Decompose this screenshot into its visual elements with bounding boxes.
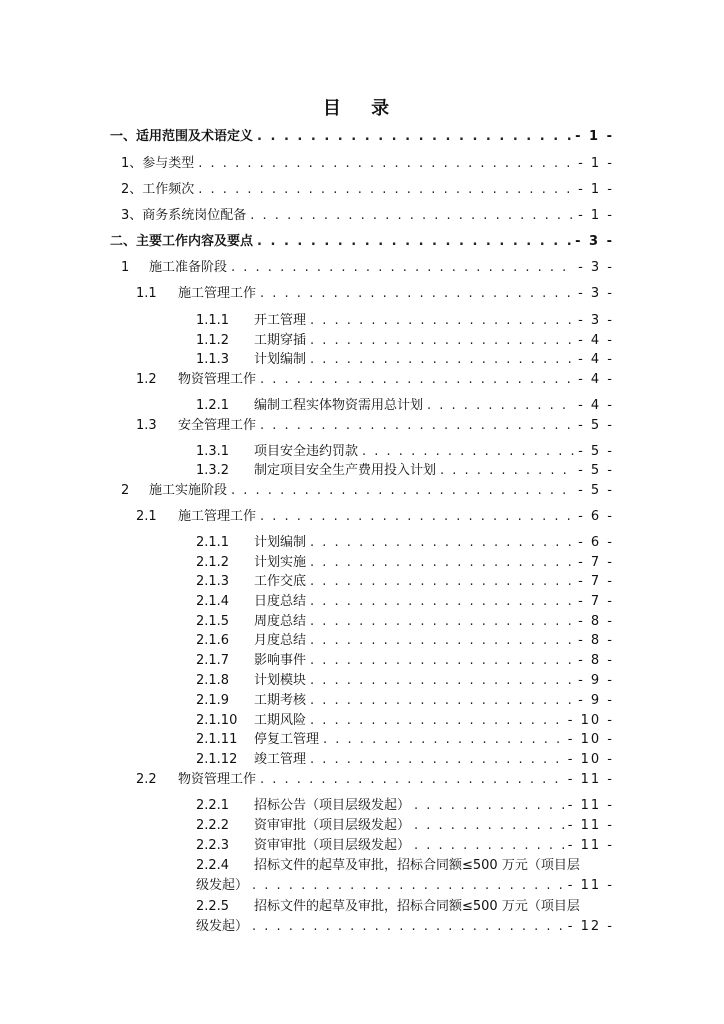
- toc-entry-number: 2.2.2: [196, 818, 230, 833]
- toc-entry-text: 资审审批（项目层级发起）: [254, 838, 411, 853]
- toc-page-number: - 3 -: [578, 286, 614, 301]
- toc-page-number: - 5 -: [578, 418, 614, 433]
- toc-entry[interactable]: [196, 332, 614, 349]
- toc-page-number: - 5 -: [578, 463, 614, 478]
- toc-entry-number: 2.1.9: [196, 693, 230, 708]
- toc-page-number: - 7 -: [578, 594, 614, 609]
- toc-entry-text: 计划编制: [254, 535, 307, 550]
- toc-page-number: - 6 -: [578, 509, 614, 524]
- toc-entry-text: 安全管理工作: [178, 418, 257, 433]
- toc-page-number: - 10 -: [567, 732, 614, 747]
- toc-page-number: - 1 -: [578, 208, 614, 223]
- toc-entry-text: 日度总结: [254, 594, 307, 609]
- toc-entry-number: 2.1.10: [196, 713, 238, 728]
- toc-leader-dots: [198, 155, 574, 172]
- toc-page-number: - 1 -: [578, 156, 614, 171]
- toc-entry-text: 招标文件的起草及审批，招标合同额≤500 万元（项目层: [254, 899, 580, 914]
- toc-leader-dots: [231, 482, 574, 499]
- toc-leader-dots: [260, 285, 574, 302]
- toc-page-number: - 3 -: [575, 234, 614, 249]
- toc-page-number: - 5 -: [578, 483, 614, 498]
- toc-entry[interactable]: [136, 771, 614, 788]
- toc-entry[interactable]: [196, 692, 614, 709]
- toc-entry[interactable]: [196, 652, 614, 669]
- toc-page-number: - 11 -: [567, 798, 614, 813]
- toc-leader-dots: [310, 554, 574, 571]
- toc-entry-text: 开工管理: [254, 313, 307, 328]
- toc-entry[interactable]: [196, 797, 614, 814]
- toc-entry-number: 2.1.4: [196, 594, 230, 609]
- toc-entry-number: 1.3: [136, 418, 157, 433]
- toc-leader-dots: [440, 462, 574, 479]
- toc-entry[interactable]: [196, 712, 614, 729]
- toc-entry-number: 2.2.1: [196, 798, 230, 813]
- toc-page-number: - 6 -: [578, 535, 614, 550]
- toc-leader-dots: [231, 259, 574, 276]
- toc-page-number: - 11 -: [567, 772, 614, 787]
- toc-page-number: - 11 -: [567, 838, 614, 853]
- toc-leader-dots: [250, 207, 574, 224]
- toc-entry[interactable]: [196, 554, 614, 571]
- toc-page-number: - 3 -: [578, 260, 614, 275]
- toc-entry[interactable]: [110, 233, 614, 250]
- toc-entry-number: 2.1.12: [196, 752, 238, 767]
- toc-page-number: - 11 -: [567, 878, 614, 893]
- toc-entry-number: 2.1.8: [196, 673, 230, 688]
- toc-entry[interactable]: [121, 155, 614, 172]
- toc-leader-dots: [310, 672, 574, 689]
- toc-entry-number: 1: [121, 260, 130, 275]
- toc-entry-number: 2.1.2: [196, 555, 230, 570]
- toc-entry-number: 2.1.3: [196, 574, 230, 589]
- toc-entry-number: 2.1.6: [196, 633, 230, 648]
- toc-leader-dots: [310, 573, 574, 590]
- toc-entry[interactable]: [196, 443, 614, 460]
- toc-leader-dots: [252, 877, 564, 894]
- toc-page-number: - 10 -: [567, 752, 614, 767]
- toc-entry-text: 月度总结: [254, 633, 307, 648]
- toc-leader-dots: [310, 312, 574, 329]
- toc-leader-dots: [414, 797, 564, 814]
- toc-entry-text: 竣工管理: [254, 752, 307, 767]
- toc-page-number: - 9 -: [578, 673, 614, 688]
- toc-leader-dots: [414, 837, 564, 854]
- toc-entry-number: 1.2.1: [196, 398, 230, 413]
- toc-entry-text: 编制工程实体物资需用总计划: [254, 398, 424, 413]
- toc-entry[interactable]: [196, 731, 614, 748]
- toc-entry-text: 物资管理工作: [178, 772, 257, 787]
- toc-entry[interactable]: [196, 573, 614, 590]
- toc-entry-text: 计划实施: [254, 555, 307, 570]
- toc-entry[interactable]: [196, 751, 614, 768]
- toc-entry-text: 2、工作频次: [121, 182, 195, 197]
- toc-page-number: - 1 -: [575, 129, 614, 144]
- toc-entry-text: 制定项目安全生产费用投入计划: [254, 463, 437, 478]
- toc-page-number: - 7 -: [578, 555, 614, 570]
- toc-leader-dots: [257, 128, 571, 145]
- toc-entry-number: 2.1.1: [196, 535, 230, 550]
- toc-entry[interactable]: [196, 351, 614, 368]
- toc-entry-text: 施工管理工作: [178, 286, 257, 301]
- toc-title: 目 录: [322, 98, 402, 119]
- toc-leader-dots: [252, 918, 564, 935]
- toc-entry[interactable]: [196, 593, 614, 610]
- toc-page-number: - 11 -: [567, 818, 614, 833]
- toc-leader-dots: [198, 181, 574, 198]
- toc-entry-number: 2.2: [136, 772, 157, 787]
- toc-leader-dots: [260, 771, 564, 788]
- toc-leader-dots: [310, 632, 574, 649]
- toc-entry-text: 计划编制: [254, 352, 307, 367]
- toc-leader-dots: [310, 712, 564, 729]
- toc-entry-text: 工期风险: [254, 713, 307, 728]
- toc-leader-dots: [310, 692, 574, 709]
- toc-leader-dots: [323, 731, 564, 748]
- toc-entry-text-continued: 级发起）: [196, 878, 249, 893]
- toc-page-number: - 4 -: [578, 372, 614, 387]
- toc-entry-number: 2.2.4: [196, 858, 230, 873]
- toc-entry-text: 影响事件: [254, 653, 307, 668]
- toc-entry-text: 一、适用范围及术语定义: [110, 129, 254, 144]
- toc-page-number: - 1 -: [578, 182, 614, 197]
- toc-leader-dots: [260, 371, 574, 388]
- toc-entry[interactable]: [196, 312, 614, 329]
- toc-leader-dots: [310, 613, 574, 630]
- toc-entry[interactable]: [110, 128, 614, 145]
- toc-leader-dots: [310, 534, 574, 551]
- toc-entry[interactable]: [136, 508, 614, 525]
- toc-entry-number: 1.1: [136, 286, 157, 301]
- toc-entry-text: 周度总结: [254, 614, 307, 629]
- toc-page-number: - 3 -: [578, 313, 614, 328]
- toc-entry-text: 施工管理工作: [178, 509, 257, 524]
- toc-entry-number: 1.1.2: [196, 333, 230, 348]
- toc-page-number: - 4 -: [578, 333, 614, 348]
- toc-entry-text: 招标公告（项目层级发起）: [254, 798, 411, 813]
- toc-entry-number: 1.2: [136, 372, 157, 387]
- toc-entry-number: 1.1.3: [196, 352, 230, 367]
- toc-entry-number: 2: [121, 483, 130, 498]
- toc-entry-text: 二、主要工作内容及要点: [110, 234, 254, 249]
- toc-page-number: - 12 -: [567, 919, 614, 934]
- toc-entry[interactable]: [196, 613, 614, 630]
- toc-entry[interactable]: [121, 259, 614, 276]
- toc-entry[interactable]: [196, 397, 614, 414]
- toc-leader-dots: [427, 397, 574, 414]
- toc-entry-number: 2.1: [136, 509, 157, 524]
- toc-entry-text: 工期考核: [254, 693, 307, 708]
- toc-entry-number: 1.3.1: [196, 444, 230, 459]
- toc-entry[interactable]: [196, 534, 614, 551]
- toc-entry[interactable]: [196, 898, 614, 935]
- toc-leader-dots: [414, 817, 564, 834]
- toc-leader-dots: [257, 233, 571, 250]
- toc-entry-text: 工作交底: [254, 574, 307, 589]
- toc-entry-text: 施工准备阶段: [149, 260, 228, 275]
- toc-entry[interactable]: [196, 632, 614, 649]
- toc-entry[interactable]: [121, 482, 614, 499]
- toc-entry[interactable]: [136, 371, 614, 388]
- toc-entry-text: 计划模块: [254, 673, 307, 688]
- toc-page-number: - 8 -: [578, 633, 614, 648]
- toc-page-number: - 9 -: [578, 693, 614, 708]
- toc-leader-dots: [260, 508, 574, 525]
- toc-entry[interactable]: [136, 285, 614, 302]
- toc-leader-dots: [310, 652, 574, 669]
- toc-page-number: - 4 -: [578, 398, 614, 413]
- toc-entry-text: 1、参与类型: [121, 156, 195, 171]
- toc-leader-dots: [310, 351, 574, 368]
- toc-entry-text: 3、商务系统岗位配备: [121, 208, 247, 223]
- toc-entry-number: 2.2.5: [196, 899, 230, 914]
- toc-entry[interactable]: [196, 672, 614, 689]
- toc-entry-text: 工期穿插: [254, 333, 307, 348]
- toc-leader-dots: [310, 751, 564, 768]
- toc-entry-text: 物资管理工作: [178, 372, 257, 387]
- toc-entry-number: 2.1.7: [196, 653, 230, 668]
- toc-entry-text: 项目安全违约罚款: [254, 444, 359, 459]
- toc-entry[interactable]: [196, 817, 614, 834]
- toc-leader-dots: [310, 332, 574, 349]
- toc-entry-text-continued: 级发起）: [196, 919, 249, 934]
- toc-page-number: - 8 -: [578, 653, 614, 668]
- toc-leader-dots: [310, 593, 574, 610]
- toc-page-number: - 4 -: [578, 352, 614, 367]
- toc-page-number: - 5 -: [578, 444, 614, 459]
- toc-entry-number: 2.1.5: [196, 614, 230, 629]
- toc-entry[interactable]: [196, 837, 614, 854]
- toc-entry-text: 施工实施阶段: [149, 483, 228, 498]
- toc-entry-text: 招标文件的起草及审批，招标合同额≤500 万元（项目层: [254, 858, 580, 873]
- toc-page-number: - 7 -: [578, 574, 614, 589]
- toc-entry-number: 1.3.2: [196, 463, 230, 478]
- toc-entry-text: 停复工管理: [254, 732, 320, 747]
- toc-entry[interactable]: [121, 207, 614, 224]
- toc-page-number: - 8 -: [578, 614, 614, 629]
- toc-entry[interactable]: [196, 857, 614, 894]
- toc-page-number: - 10 -: [567, 713, 614, 728]
- toc-leader-dots: [260, 417, 574, 434]
- toc-leader-dots: [362, 443, 574, 460]
- toc-entry-number: 2.1.11: [196, 732, 238, 747]
- toc-entry-text: 资审审批（项目层级发起）: [254, 818, 411, 833]
- toc-entry[interactable]: [136, 417, 614, 434]
- toc-entry-number: 1.1.1: [196, 313, 230, 328]
- toc-entry[interactable]: [121, 181, 614, 198]
- toc-entry[interactable]: [196, 462, 614, 479]
- toc-entry-number: 2.2.3: [196, 838, 230, 853]
